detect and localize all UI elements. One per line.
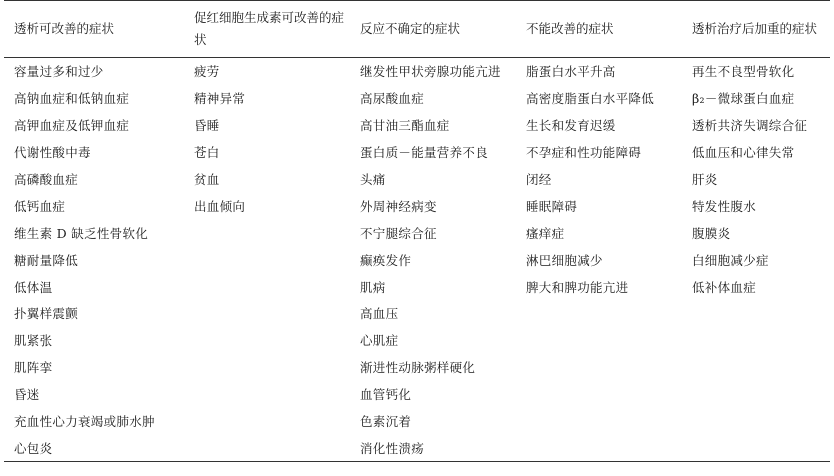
table-row xyxy=(4,246,830,273)
cell-worsened-after-dialysis xyxy=(682,166,830,193)
cell-uncertain-response xyxy=(350,354,516,381)
header-dialysis-improvable: 透析可改善的症状 xyxy=(14,21,115,36)
cell-uncertain-response xyxy=(350,434,516,461)
table-row xyxy=(4,354,830,381)
cell-epo-improvable xyxy=(184,381,350,408)
cell-worsened-after-dialysis xyxy=(682,219,830,246)
symptom-text: 不孕症和性功能障碍 xyxy=(526,145,642,161)
symptom-text: 瘙痒症 xyxy=(526,225,565,241)
cell-uncertain-response xyxy=(350,112,516,139)
cell-not-improvable xyxy=(516,139,682,166)
symptom-text: 蛋白质－能量营养不良 xyxy=(360,145,489,161)
cell-dialysis-improvable xyxy=(4,327,184,354)
table-row xyxy=(4,58,830,85)
cell-worsened-after-dialysis xyxy=(682,408,830,435)
symptom-text: 脂蛋白水平升高 xyxy=(526,64,616,80)
table-row xyxy=(4,219,830,246)
cell-epo-improvable xyxy=(184,166,350,193)
cell-dialysis-improvable xyxy=(4,166,184,193)
cell-uncertain-response xyxy=(350,85,516,112)
symptom-text: 腹膜炎 xyxy=(692,225,731,241)
symptom-text: 渐进性动脉粥样硬化 xyxy=(360,360,476,376)
cell-worsened-after-dialysis xyxy=(682,434,830,461)
symptom-text: 扑翼样震颤 xyxy=(14,306,79,322)
cell-not-improvable xyxy=(516,192,682,219)
cell-dialysis-improvable xyxy=(4,300,184,327)
cell-dialysis-improvable xyxy=(4,246,184,273)
cell-worsened-after-dialysis xyxy=(682,381,830,408)
cell-not-improvable xyxy=(516,246,682,273)
symptom-text: 肝炎 xyxy=(692,172,718,187)
cell-uncertain-response xyxy=(350,192,516,219)
header-not-improvable: 不能改善的症状 xyxy=(526,21,614,36)
cell-dialysis-improvable xyxy=(4,273,184,300)
symptom-text: 糖耐量降低 xyxy=(14,252,79,268)
symptom-text: 低钙血症 xyxy=(14,198,66,214)
symptom-text: 高血压 xyxy=(360,306,399,322)
cell-uncertain-response xyxy=(350,408,516,435)
cell-worsened-after-dialysis xyxy=(682,58,830,85)
symptom-text: 特发性腹水 xyxy=(692,198,757,214)
cell-dialysis-improvable xyxy=(4,219,184,246)
cell-worsened-after-dialysis xyxy=(682,112,830,139)
cell-epo-improvable xyxy=(184,327,350,354)
cell-dialysis-improvable xyxy=(4,139,184,166)
symptom-text: 高尿酸血症 xyxy=(360,91,425,107)
symptom-text: 肌病 xyxy=(360,279,386,295)
table-row xyxy=(4,381,830,408)
cell-not-improvable xyxy=(516,85,682,112)
cell-not-improvable xyxy=(516,381,682,408)
table-row xyxy=(4,408,830,435)
symptom-table xyxy=(4,0,830,462)
symptom-text: 色素沉着 xyxy=(360,414,412,430)
cell-epo-improvable xyxy=(184,219,350,246)
cell-worsened-after-dialysis xyxy=(682,192,830,219)
cell-not-improvable xyxy=(516,434,682,461)
symptom-text: 高甘油三酯血症 xyxy=(360,118,450,134)
cell-worsened-after-dialysis xyxy=(682,85,830,112)
cell-uncertain-response xyxy=(350,139,516,166)
cell-worsened-after-dialysis xyxy=(682,139,830,166)
table-row xyxy=(4,139,830,166)
table-row xyxy=(4,300,830,327)
header-worsened-after-dialysis: 透析治疗后加重的症状 xyxy=(692,21,818,36)
cell-worsened-after-dialysis xyxy=(682,300,830,327)
cell-epo-improvable xyxy=(184,192,350,219)
symptom-text: 充血性心力衰竭或肺水肿 xyxy=(14,414,155,430)
symptom-text: 肌紧张 xyxy=(14,333,53,349)
cell-epo-improvable xyxy=(184,112,350,139)
table-row xyxy=(4,434,830,461)
symptom-text: 再生不良型骨软化 xyxy=(692,64,795,80)
symptom-text: 肌阵挛 xyxy=(14,360,53,376)
table-row xyxy=(4,112,830,139)
symptom-text: 癫痪发作 xyxy=(360,252,412,268)
symptom-text: 生长和发育迟缓 xyxy=(526,118,616,134)
symptom-text: 昏迷 xyxy=(14,387,40,403)
symptom-text: 血管钙化 xyxy=(360,387,412,403)
cell-not-improvable xyxy=(516,58,682,85)
table-body xyxy=(4,58,830,462)
cell-not-improvable xyxy=(516,166,682,193)
symptom-text: 继发性甲状旁腺功能亢进 xyxy=(360,64,501,80)
symptom-text: 低血压和心律失常 xyxy=(692,145,795,161)
symptom-text: 外周神经病变 xyxy=(360,198,437,214)
cell-not-improvable xyxy=(516,219,682,246)
cell-worsened-after-dialysis xyxy=(682,327,830,354)
cell-worsened-after-dialysis xyxy=(682,354,830,381)
symptom-text: 心肌症 xyxy=(360,333,399,349)
symptom-text: 高磷酸血症 xyxy=(14,172,79,187)
symptom-text: 白细胞减少症 xyxy=(692,252,769,268)
cell-dialysis-improvable xyxy=(4,381,184,408)
header-row xyxy=(4,1,830,58)
symptom-text: 高钠血症和低钠血症 xyxy=(14,91,130,107)
table-row xyxy=(4,192,830,219)
symptom-text: 高密度脂蛋白水平降低 xyxy=(526,91,655,107)
cell-worsened-after-dialysis xyxy=(682,246,830,273)
table-row xyxy=(4,327,830,354)
symptom-text: 消化性溃疡 xyxy=(360,440,425,456)
cell-epo-improvable xyxy=(184,408,350,435)
header-epo-improvable: 促红细胞生成素可改善的症状 xyxy=(194,10,345,47)
cell-epo-improvable xyxy=(184,273,350,300)
cell-uncertain-response xyxy=(350,166,516,193)
cell-dialysis-improvable xyxy=(4,192,184,219)
symptom-text: 容量过多和过少 xyxy=(14,64,104,80)
symptom-text: 苍白 xyxy=(194,145,220,161)
symptom-text: 低补体血症 xyxy=(692,279,757,295)
symptom-text: 脾大和脾功能亢进 xyxy=(526,279,629,295)
symptom-text: 出血倾向 xyxy=(194,198,246,214)
cell-epo-improvable xyxy=(184,58,350,85)
cell-uncertain-response xyxy=(350,58,516,85)
symptom-text: 睡眠障碍 xyxy=(526,198,578,214)
symptom-text: 贫血 xyxy=(194,172,220,187)
cell-epo-improvable xyxy=(184,354,350,381)
table-row xyxy=(4,166,830,193)
cell-uncertain-response xyxy=(350,327,516,354)
table-row xyxy=(4,85,830,112)
cell-not-improvable xyxy=(516,112,682,139)
cell-epo-improvable xyxy=(184,139,350,166)
cell-dialysis-improvable xyxy=(4,434,184,461)
symptom-text: 低体温 xyxy=(14,279,53,295)
cell-uncertain-response xyxy=(350,219,516,246)
symptom-text: 心包炎 xyxy=(14,440,53,456)
cell-not-improvable xyxy=(516,408,682,435)
cell-uncertain-response xyxy=(350,381,516,408)
cell-dialysis-improvable xyxy=(4,408,184,435)
symptom-text: 疲劳 xyxy=(194,64,220,80)
symptom-text: 淋巴细胞减少 xyxy=(526,252,603,268)
symptom-text: 不宁腿综合征 xyxy=(360,225,437,241)
cell-not-improvable xyxy=(516,354,682,381)
cell-uncertain-response xyxy=(350,273,516,300)
table-row xyxy=(4,273,830,300)
header-uncertain-response: 反应不确定的症状 xyxy=(360,21,461,36)
symptom-text: 精神异常 xyxy=(194,91,246,107)
symptom-text: 头痛 xyxy=(360,172,386,187)
cell-dialysis-improvable xyxy=(4,112,184,139)
cell-epo-improvable xyxy=(184,246,350,273)
symptom-text: 代谢性酸中毒 xyxy=(14,145,91,161)
cell-epo-improvable xyxy=(184,300,350,327)
cell-not-improvable xyxy=(516,300,682,327)
cell-epo-improvable xyxy=(184,434,350,461)
cell-dialysis-improvable xyxy=(4,85,184,112)
cell-not-improvable xyxy=(516,273,682,300)
symptom-text: 闭经 xyxy=(526,172,552,187)
cell-not-improvable xyxy=(516,327,682,354)
cell-dialysis-improvable xyxy=(4,58,184,85)
symptom-text: 维生素 D 缺乏性骨软化 xyxy=(14,225,149,241)
cell-worsened-after-dialysis xyxy=(682,273,830,300)
symptom-text: 昏睡 xyxy=(194,118,220,134)
symptom-text: 透析共济失调综合征 xyxy=(692,118,808,134)
symptom-text: β₂－微球蛋白血症 xyxy=(692,91,795,107)
cell-dialysis-improvable xyxy=(4,354,184,381)
cell-uncertain-response xyxy=(350,246,516,273)
cell-epo-improvable xyxy=(184,85,350,112)
symptom-text: 高钾血症及低钾血症 xyxy=(14,118,130,134)
cell-uncertain-response xyxy=(350,300,516,327)
